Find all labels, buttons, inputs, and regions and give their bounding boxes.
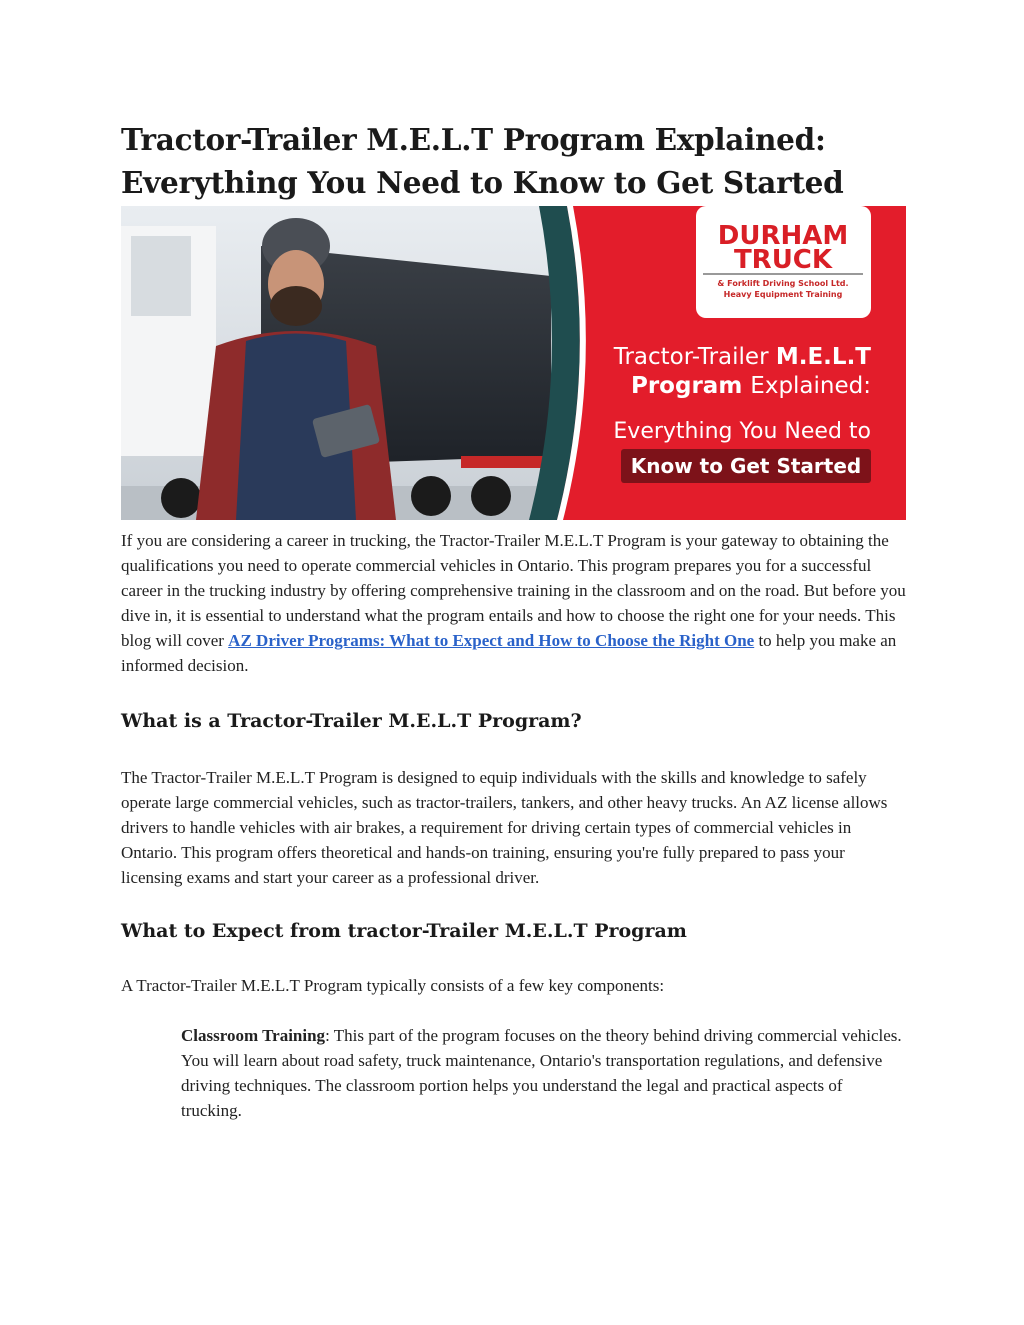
list-item [121,1023,907,1123]
article [121,118,907,1123]
banner-line-2-b: Explained: [750,373,871,399]
section-heading-what-to-expect: What to Expect from tractor-Trailer M.E.L.T Program [121,920,687,942]
banner-line-1-a: Tractor-Trailer [613,344,776,370]
section-body-what-to-expect: A Tractor-Trailer M.E.L.T Program typically consists of a few key components: [121,976,665,995]
section-body-what-is: The Tractor-Trailer M.E.L.T Program is designed to equip individuals with the skills and knowledge to safely operate large commercial vehicles, such as tractor-trailers, tankers, and other heavy trucks. An AZ license allows drivers to handle vehicles with air brakes, a requirement for driving certain types of commercial vehicles in Ontario. This program offers theoretical and hands-on training, ensuring you're fully prepared to pass your licensing exams and start your career as a professional driver. [121,768,888,887]
intro-text-after: to help you make an informed decision. [121,631,897,675]
trailer-light-bar [461,456,551,468]
intro-paragraph [121,528,907,678]
cab-window [131,236,191,316]
truck-wheel [411,476,451,516]
section-heading-what-is: What is a Tractor-Trailer M.E.L.T Program? [121,710,582,732]
logo-durham: DURHAM [717,221,849,251]
title-line-2: Everything You Need to Know to Get Started [121,165,844,200]
banner-line-1 [613,344,872,370]
hero-banner-graphic [121,206,906,520]
beard [270,286,322,326]
intro-text-before: If you are considering a career in trucking, the Tractor-Trailer M.E.L.T Program is your gateway to obtaining the qualifications you need to operate commercial vehicles in Ontario. This program prepares you for a successful career in the trucking industry by offering comprehensive training in the classroom and on the road. But before you dive in, it is essential to understand what the program entails and how to choose the right one for your needs. This blog will cover [121,531,906,650]
banner-line-4: Know to Get Started [630,454,862,478]
banner-line-2 [631,373,871,399]
banner-line-2-a: Program [630,373,751,399]
article-title [121,118,907,204]
banner-line-1-b: M.E.L.T [775,344,871,370]
logo-subtitle-2: Heavy Equipment Training [723,290,843,299]
az-driver-programs-link[interactable]: AZ Driver Programs: What to Expect and How to Choose the Right One [228,631,755,650]
list-item-term: Classroom Training [181,1026,326,1045]
list-item-description: : This part of the program focuses on the theory behind driving commercial vehicles. You will learn about road safety, truck maintenance, Ontario's transportation regulations, and defensive driving techniques. The classroom portion helps you understand the legal and practical aspects of trucking. [181,1026,902,1120]
logo-subtitle-1: & Forklift Driving School Ltd. [717,279,849,288]
hero-banner-image [121,206,906,520]
truck-wheel [471,476,511,516]
banner-line-3: Everything You Need to [613,419,871,444]
truck-wheel [161,478,201,518]
title-line-1: Tractor-Trailer M.E.L.T Program Explained: [121,122,826,157]
logo-truck: TRUCK [733,245,833,275]
